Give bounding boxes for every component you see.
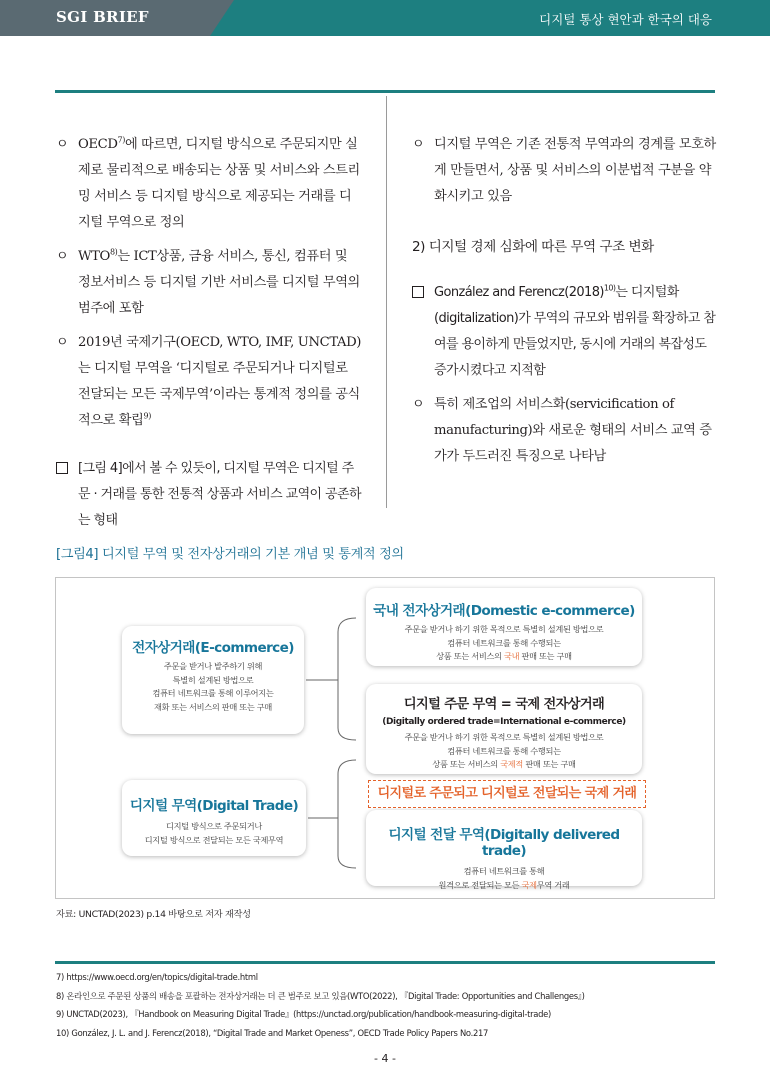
page-number: - 4 - [374,1052,396,1065]
bullet-text: OECD [78,137,118,152]
card-delivered-title: 디지털 전달 무역(Digitally delivered trade) [388,827,620,859]
bullet-boundary [412,132,716,210]
header-title: 디지털 통상 현안과 한국의 대응 [539,12,712,27]
bullet-text: 에 따르면, 디지털 방식으로 주문되지만 실제로 물리적으로 배송되는 상품 및 서비스와 스트리밍 서비스 등 디지털 방식으로 제공되는 거래를 디지털 무역으로 정의 [78,137,360,230]
bullet-servicification [412,392,716,470]
card-delivered-line: 컴퓨터 네트워크를 통해 [463,866,545,876]
bullet-text: 2019년 국제기구(OECD, WTO, IMF, UNCTAD)는 디지털 무역을 ‘디지털로 주문되거나 디지털로 전달되는 모든 국제무역’이라는 통계적 정의를 공식적으로 확립 [78,335,362,428]
card-domestic-ecommerce [366,588,642,666]
footnote-ref: 10) [603,283,616,293]
header-wedge [210,0,234,36]
footnote-rule [55,961,715,964]
card-ecommerce-line: 특별히 설계된 방법으로 [172,674,254,685]
text-segment: 원격으로 전달되는 모든 [438,879,522,890]
figure-source: 자료: UNCTAD(2023) p.14 바탕으로 저자 재작성 [56,909,251,920]
brace-upper [338,618,356,740]
footnote-8: 8) 온라인으로 주문된 상품의 배송을 포괄하는 전자상거래는 더 큰 범주로 보고 있음(WTO(2022), 『Digital Trade: Opportunities and Challenges』) [56,990,585,1001]
card-domestic-line: 주문을 받거나 하기 위한 목적으로 특별히 설계된 방법으로 [404,624,604,634]
card-ecommerce-title: 전자상거래(E-commerce) [132,640,294,656]
card-domestic-title: 국내 전자상거래(Domestic e-commerce) [373,603,635,619]
card-ecommerce [122,626,304,734]
card-digitally-delivered [366,810,642,890]
card-ordered-line: 컴퓨터 네트워크를 통해 수행되는 [447,745,561,756]
footnote-ref: 7) [117,135,125,145]
card-ecommerce-line: 재화 또는 서비스의 판매 또는 구매 [153,701,273,712]
bullet-marker: ㅇ [56,335,69,350]
left-column [56,132,362,542]
card-digital-trade [122,780,306,856]
box-item-figure-ref [56,456,362,534]
footnote-ref: 9) [143,411,151,421]
bullet-text: 디지털 무역은 기존 전통적 무역과의 경계를 모호하게 만들면서, 상품 및 서비스의 이분법적 구분을 약화시키고 있음 [434,137,716,204]
bullet-wto [56,244,362,322]
text-segment: 무역 거래 [536,879,570,890]
box-item-gonzalez [412,280,716,384]
section-heading: 2) 디지털 경제 심화에 따른 무역 구조 변화 [412,239,654,255]
highlight-text: 국내 [503,651,520,661]
box-item-text: González and Ferencz(2018) [434,285,604,300]
footnote-ref: 8) [109,247,118,257]
highlight-text: 국제적 [500,759,524,769]
bullet-text: 는 ICT상품, 금융 서비스, 통신, 컴퓨터 및 정보서비스 등 디지털 기반 서비스를 디지털 무역의 범주에 포함 [78,249,360,316]
text-segment: 판매 또는 구매 [523,759,576,769]
footnotes [56,968,716,1042]
footnote-7: 7) https://www.oecd.org/en/topics/digital-trade.html [56,972,258,982]
bullet-2019 [56,330,362,434]
bullet-marker: ㅇ [412,397,425,412]
card-domestic-line [366,650,642,664]
footnote-10: 10) González, J. L. and J. Ferencz(2018), “Digital Trade and Market Openess”, OECD Trade Policy Papers No.217 [56,1027,489,1038]
box-item-text: 는 디지털화(digitalization)가 무역의 규모와 범위를 확장하고 참여를 용이하게 만들었지만, 동시에 거래의 복잡성도 증가시켰다고 지적함 [434,285,716,378]
bullet-text: 특히 제조업의 서비스화(servicification of manufacturing)와 새로운 형태의 서비스 교역 증가가 두드러진 특징으로 나타남 [434,397,712,464]
card-ecommerce-line: 주문을 받거나 발주하기 위해 [163,661,263,671]
highlight-text: 국제 [521,879,537,890]
bullet-oecd [56,132,362,236]
card-delivered-line [366,879,642,893]
brace-lower [338,760,356,868]
bullet-marker: ㅇ [56,249,69,264]
card-ecommerce-line: 컴퓨터 네트워크를 통해 이루어지는 [152,688,274,698]
card-digital-trade-title: 디지털 무역(Digital Trade) [129,798,299,814]
box-item-text: [그림 4]에서 볼 수 있듯이, 디지털 무역은 디지털 주문 · 거래를 통한 전통적 상품과 서비스 교역이 공존하는 형태 [78,461,361,528]
bullet-text: WTO [78,249,110,264]
card-digital-trade-line: 디지털 방식으로 주문되거나 [166,821,262,831]
card-domestic-line: 컴퓨터 네트워크를 통해 수행되는 [447,637,561,648]
footnote-9: 9) UNCTAD(2023), 『Handbook on Measuring Digital Trade』(https://unctad.org/publication/handbook-measuring-digital-trade) [56,1009,551,1019]
bullet-marker: ㅇ [56,137,69,152]
card-ordered-line [366,758,642,772]
bullet-marker: ㅇ [412,137,425,152]
checkbox-square-icon [412,286,424,298]
text-segment: 상품 또는 서비스의 [432,759,501,769]
overlap-label: 디지털로 주문되고 디지털로 전달되는 국제 거래 [368,780,646,808]
column-divider [386,96,387,508]
card-digital-trade-line: 디지털 방식으로 전달되는 모든 국제무역 [144,834,284,845]
text-segment: 상품 또는 서비스의 [436,651,504,661]
card-ordered-line: 주문을 받거나 하기 위한 목적으로 특별히 설계된 방법으로 [404,732,604,742]
figure-title: [그림4] 디지털 무역 및 전자상거래의 기본 개념 및 통계적 정의 [56,547,404,562]
top-rule [55,90,715,93]
right-column [412,132,716,478]
card-ordered-subtitle: (Digitally ordered trade=International e-commerce) [382,717,626,727]
text-segment: 판매 또는 구매 [519,651,572,661]
page-header [0,0,770,36]
brand-label: SGI BRIEF [56,8,149,26]
checkbox-square-icon [56,462,68,474]
figure-frame [55,577,715,899]
card-ordered-title: 디지털 주문 무역 = 국제 전자상거래 [403,697,605,712]
card-digitally-ordered [366,684,642,774]
